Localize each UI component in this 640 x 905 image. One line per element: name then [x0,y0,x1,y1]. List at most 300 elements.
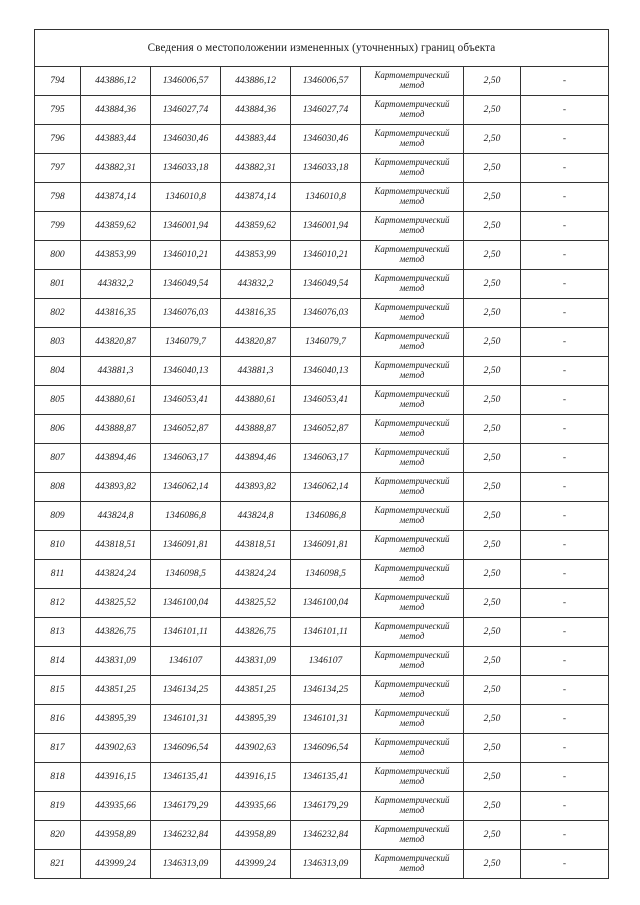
method-cell [361,647,464,676]
accuracy-cell: 2,50 [464,647,521,676]
point-number-cell: 817 [35,734,81,763]
new-y-cell: 1346313,09 [291,850,361,879]
accuracy-cell: 2,50 [464,241,521,270]
method-cell [361,502,464,531]
new-y-cell: 1346053,41 [291,386,361,415]
existing-y-cell: 1346001,94 [151,212,221,241]
method-line-2: метод [399,457,425,467]
method-line-1: Картометрический [374,128,450,139]
method-line-1: Картометрический [374,447,450,458]
existing-y-cell: 1346063,17 [151,444,221,473]
accuracy-cell: 2,50 [464,125,521,154]
accuracy-cell: 2,50 [464,502,521,531]
new-x-cell: 443888,87 [221,415,291,444]
existing-x-cell: 443851,25 [81,676,151,705]
point-number-cell: 796 [35,125,81,154]
note-cell: - [521,676,609,705]
method-cell [361,560,464,589]
existing-y-cell: 1346101,11 [151,618,221,647]
existing-x-cell: 443853,99 [81,241,151,270]
accuracy-cell: 2,50 [464,415,521,444]
note-cell: - [521,531,609,560]
table-row-809 [35,502,609,531]
method-cell [361,618,464,647]
method-line-2: метод [399,196,425,206]
boundary-coordinates-table [34,29,609,879]
table-body [35,30,609,879]
method-line-2: метод [399,631,425,641]
new-y-cell: 1346010,21 [291,241,361,270]
note-cell: - [521,241,609,270]
method-line-1: Картометрический [374,215,450,226]
table-row-808 [35,473,609,502]
method-line-2: метод [399,747,425,757]
existing-x-cell: 443824,8 [81,502,151,531]
new-y-cell: 1346135,41 [291,763,361,792]
new-y-cell: 1346101,31 [291,705,361,734]
new-y-cell: 1346010,8 [291,183,361,212]
method-line-2: метод [399,660,425,670]
method-line-2: метод [399,776,425,786]
accuracy-cell: 2,50 [464,299,521,328]
method-line-2: метод [399,428,425,438]
method-line-1: Картометрический [374,360,450,371]
method-line-2: метод [399,370,425,380]
accuracy-cell: 2,50 [464,763,521,792]
method-line-2: метод [399,312,425,322]
accuracy-cell: 2,50 [464,705,521,734]
note-cell: - [521,821,609,850]
existing-x-cell: 443958,89 [81,821,151,850]
new-x-cell: 443935,66 [221,792,291,821]
existing-y-cell: 1346232,84 [151,821,221,850]
existing-x-cell: 443816,35 [81,299,151,328]
point-number-cell: 818 [35,763,81,792]
existing-x-cell: 443825,52 [81,589,151,618]
new-x-cell: 443916,15 [221,763,291,792]
new-x-cell: 443832,2 [221,270,291,299]
note-cell: - [521,270,609,299]
existing-y-cell: 1346027,74 [151,96,221,125]
method-line-1: Картометрический [374,186,450,197]
existing-x-cell: 443916,15 [81,763,151,792]
new-x-cell: 443999,24 [221,850,291,879]
method-line-1: Картометрический [374,99,450,110]
method-cell [361,792,464,821]
point-number-cell: 815 [35,676,81,705]
method-cell [361,96,464,125]
existing-y-cell: 1346135,41 [151,763,221,792]
method-line-2: метод [399,138,425,148]
accuracy-cell: 2,50 [464,183,521,212]
new-y-cell: 1346232,84 [291,821,361,850]
method-cell [361,589,464,618]
note-cell: - [521,328,609,357]
new-x-cell: 443884,36 [221,96,291,125]
new-y-cell: 1346107 [291,647,361,676]
new-y-cell: 1346030,46 [291,125,361,154]
existing-x-cell: 443893,82 [81,473,151,502]
method-line-1: Картометрический [374,505,450,516]
point-number-cell: 813 [35,618,81,647]
method-cell [361,154,464,183]
note-cell: - [521,125,609,154]
new-x-cell: 443859,62 [221,212,291,241]
note-cell: - [521,647,609,676]
new-y-cell: 1346076,03 [291,299,361,328]
accuracy-cell: 2,50 [464,618,521,647]
method-cell [361,473,464,502]
method-line-2: метод [399,515,425,525]
method-line-1: Картометрический [374,331,450,342]
existing-x-cell: 443902,63 [81,734,151,763]
note-cell: - [521,734,609,763]
point-number-cell: 805 [35,386,81,415]
new-x-cell: 443895,39 [221,705,291,734]
method-line-1: Картометрический [374,650,450,661]
existing-x-cell: 443824,24 [81,560,151,589]
method-cell [361,328,464,357]
table-row-805 [35,386,609,415]
method-line-2: метод [399,341,425,351]
existing-y-cell: 1346052,87 [151,415,221,444]
existing-y-cell: 1346010,8 [151,183,221,212]
accuracy-cell: 2,50 [464,270,521,299]
method-line-2: метод [399,544,425,554]
existing-x-cell: 443886,12 [81,67,151,96]
table-row-803 [35,328,609,357]
existing-x-cell: 443820,87 [81,328,151,357]
table-row-802 [35,299,609,328]
note-cell: - [521,763,609,792]
point-number-cell: 816 [35,705,81,734]
point-number-cell: 807 [35,444,81,473]
existing-y-cell: 1346076,03 [151,299,221,328]
new-y-cell: 1346096,54 [291,734,361,763]
new-x-cell: 443826,75 [221,618,291,647]
note-cell: - [521,415,609,444]
existing-y-cell: 1346053,41 [151,386,221,415]
table-row-811 [35,560,609,589]
existing-x-cell: 443826,75 [81,618,151,647]
table-row-810 [35,531,609,560]
method-cell [361,444,464,473]
table-row-818 [35,763,609,792]
new-x-cell: 443816,35 [221,299,291,328]
existing-x-cell: 443884,36 [81,96,151,125]
method-line-1: Картометрический [374,766,450,777]
method-line-2: метод [399,689,425,699]
method-cell [361,763,464,792]
table-row-800 [35,241,609,270]
new-x-cell: 443824,8 [221,502,291,531]
note-cell: - [521,386,609,415]
existing-y-cell: 1346091,81 [151,531,221,560]
method-line-1: Картометрический [374,389,450,400]
new-x-cell: 443902,63 [221,734,291,763]
new-y-cell: 1346040,13 [291,357,361,386]
point-number-cell: 801 [35,270,81,299]
new-x-cell: 443894,46 [221,444,291,473]
table-row-812 [35,589,609,618]
accuracy-cell: 2,50 [464,386,521,415]
table-title: Сведения о местоположении измененных (уточненных) границ объекта [35,30,609,67]
point-number-cell: 808 [35,473,81,502]
note-cell: - [521,705,609,734]
existing-y-cell: 1346086,8 [151,502,221,531]
accuracy-cell: 2,50 [464,676,521,705]
accuracy-cell: 2,50 [464,589,521,618]
existing-y-cell: 1346079,7 [151,328,221,357]
point-number-cell: 797 [35,154,81,183]
method-cell [361,270,464,299]
method-cell [361,821,464,850]
method-line-2: метод [399,399,425,409]
method-line-1: Картометрический [374,708,450,719]
existing-y-cell: 1346006,57 [151,67,221,96]
new-x-cell: 443824,24 [221,560,291,589]
new-y-cell: 1346100,04 [291,589,361,618]
existing-x-cell: 443883,44 [81,125,151,154]
existing-x-cell: 443874,14 [81,183,151,212]
accuracy-cell: 2,50 [464,560,521,589]
new-x-cell: 443874,14 [221,183,291,212]
table-row-821 [35,850,609,879]
method-line-1: Картометрический [374,244,450,255]
accuracy-cell: 2,50 [464,154,521,183]
point-number-cell: 806 [35,415,81,444]
accuracy-cell: 2,50 [464,531,521,560]
method-line-1: Картометрический [374,563,450,574]
existing-x-cell: 443881,3 [81,357,151,386]
note-cell: - [521,473,609,502]
new-y-cell: 1346134,25 [291,676,361,705]
table-row-804 [35,357,609,386]
existing-x-cell: 443859,62 [81,212,151,241]
new-y-cell: 1346049,54 [291,270,361,299]
new-y-cell: 1346098,5 [291,560,361,589]
table-row-815 [35,676,609,705]
table-title-row [35,30,609,67]
new-x-cell: 443958,89 [221,821,291,850]
method-cell [361,734,464,763]
method-line-1: Картометрический [374,534,450,545]
note-cell: - [521,560,609,589]
accuracy-cell: 2,50 [464,734,521,763]
existing-y-cell: 1346179,29 [151,792,221,821]
new-y-cell: 1346086,8 [291,502,361,531]
method-cell [361,183,464,212]
method-line-2: метод [399,283,425,293]
method-line-1: Картометрический [374,592,450,603]
new-y-cell: 1346091,81 [291,531,361,560]
new-y-cell: 1346063,17 [291,444,361,473]
accuracy-cell: 2,50 [464,328,521,357]
note-cell: - [521,850,609,879]
accuracy-cell: 2,50 [464,96,521,125]
new-x-cell: 443882,31 [221,154,291,183]
method-line-2: метод [399,80,425,90]
existing-x-cell: 443880,61 [81,386,151,415]
accuracy-cell: 2,50 [464,821,521,850]
method-cell [361,357,464,386]
method-line-2: метод [399,486,425,496]
method-line-2: метод [399,225,425,235]
existing-y-cell: 1346049,54 [151,270,221,299]
existing-y-cell: 1346010,21 [151,241,221,270]
document-page [34,29,608,879]
note-cell: - [521,589,609,618]
point-number-cell: 804 [35,357,81,386]
new-x-cell: 443881,3 [221,357,291,386]
point-number-cell: 802 [35,299,81,328]
accuracy-cell: 2,50 [464,444,521,473]
point-number-cell: 800 [35,241,81,270]
note-cell: - [521,299,609,328]
existing-y-cell: 1346030,46 [151,125,221,154]
method-cell [361,705,464,734]
table-row-795 [35,96,609,125]
point-number-cell: 812 [35,589,81,618]
method-cell [361,415,464,444]
note-cell: - [521,792,609,821]
table-row-817 [35,734,609,763]
point-number-cell: 803 [35,328,81,357]
existing-y-cell: 1346033,18 [151,154,221,183]
method-line-1: Картометрический [374,273,450,284]
existing-y-cell: 1346107 [151,647,221,676]
method-line-1: Картометрический [374,418,450,429]
accuracy-cell: 2,50 [464,850,521,879]
method-line-2: метод [399,834,425,844]
note-cell: - [521,154,609,183]
point-number-cell: 798 [35,183,81,212]
method-cell [361,531,464,560]
method-line-1: Картометрический [374,853,450,864]
method-cell [361,850,464,879]
note-cell: - [521,618,609,647]
note-cell: - [521,96,609,125]
point-number-cell: 809 [35,502,81,531]
table-row-814 [35,647,609,676]
method-cell [361,212,464,241]
table-row-794 [35,67,609,96]
existing-x-cell: 443935,66 [81,792,151,821]
method-line-1: Картометрический [374,157,450,168]
existing-x-cell: 443831,09 [81,647,151,676]
existing-x-cell: 443832,2 [81,270,151,299]
existing-x-cell: 443882,31 [81,154,151,183]
new-y-cell: 1346179,29 [291,792,361,821]
method-line-1: Картометрический [374,737,450,748]
new-x-cell: 443853,99 [221,241,291,270]
point-number-cell: 811 [35,560,81,589]
new-x-cell: 443825,52 [221,589,291,618]
existing-x-cell: 443888,87 [81,415,151,444]
method-line-2: метод [399,254,425,264]
new-x-cell: 443883,44 [221,125,291,154]
method-cell [361,241,464,270]
new-y-cell: 1346033,18 [291,154,361,183]
new-y-cell: 1346062,14 [291,473,361,502]
new-y-cell: 1346052,87 [291,415,361,444]
method-line-1: Картометрический [374,824,450,835]
note-cell: - [521,444,609,473]
existing-y-cell: 1346040,13 [151,357,221,386]
method-cell [361,125,464,154]
note-cell: - [521,212,609,241]
point-number-cell: 821 [35,850,81,879]
note-cell: - [521,502,609,531]
new-y-cell: 1346079,7 [291,328,361,357]
existing-x-cell: 443894,46 [81,444,151,473]
method-line-2: метод [399,805,425,815]
note-cell: - [521,357,609,386]
accuracy-cell: 2,50 [464,67,521,96]
method-cell [361,676,464,705]
point-number-cell: 810 [35,531,81,560]
new-y-cell: 1346027,74 [291,96,361,125]
note-cell: - [521,183,609,212]
accuracy-cell: 2,50 [464,212,521,241]
method-cell [361,386,464,415]
new-y-cell: 1346101,11 [291,618,361,647]
point-number-cell: 795 [35,96,81,125]
table-row-820 [35,821,609,850]
table-row-816 [35,705,609,734]
table-row-819 [35,792,609,821]
method-line-1: Картометрический [374,476,450,487]
existing-y-cell: 1346100,04 [151,589,221,618]
method-cell [361,299,464,328]
table-row-797 [35,154,609,183]
table-row-798 [35,183,609,212]
existing-y-cell: 1346096,54 [151,734,221,763]
table-row-801 [35,270,609,299]
table-row-807 [35,444,609,473]
existing-y-cell: 1346313,09 [151,850,221,879]
point-number-cell: 814 [35,647,81,676]
table-row-813 [35,618,609,647]
method-line-2: метод [399,109,425,119]
new-x-cell: 443851,25 [221,676,291,705]
table-row-799 [35,212,609,241]
method-line-1: Картометрический [374,70,450,81]
new-x-cell: 443820,87 [221,328,291,357]
existing-x-cell: 443999,24 [81,850,151,879]
existing-y-cell: 1346101,31 [151,705,221,734]
accuracy-cell: 2,50 [464,473,521,502]
method-line-2: метод [399,863,425,873]
existing-x-cell: 443818,51 [81,531,151,560]
method-line-1: Картометрический [374,679,450,690]
new-x-cell: 443831,09 [221,647,291,676]
point-number-cell: 819 [35,792,81,821]
accuracy-cell: 2,50 [464,792,521,821]
table-row-806 [35,415,609,444]
method-line-1: Картометрический [374,795,450,806]
new-x-cell: 443880,61 [221,386,291,415]
accuracy-cell: 2,50 [464,357,521,386]
existing-y-cell: 1346098,5 [151,560,221,589]
table-row-796 [35,125,609,154]
new-x-cell: 443893,82 [221,473,291,502]
method-line-1: Картометрический [374,302,450,313]
new-x-cell: 443886,12 [221,67,291,96]
note-cell: - [521,67,609,96]
existing-y-cell: 1346134,25 [151,676,221,705]
method-line-2: метод [399,718,425,728]
